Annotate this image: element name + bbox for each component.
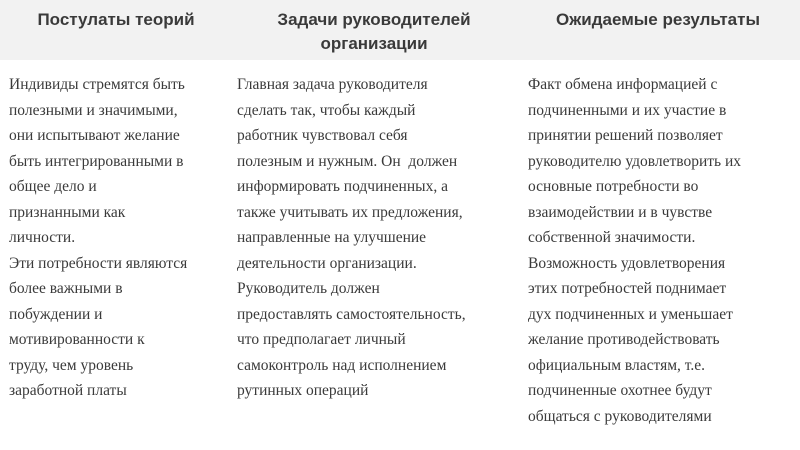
text-line: признанными как (9, 203, 126, 221)
text-line: желание противодействовать (528, 331, 720, 348)
text-line: личности. (9, 229, 76, 246)
text-line: Индивиды стремятся быть (9, 76, 185, 93)
text-line: самоконтроль над исполнением (237, 356, 447, 374)
text-line: рутинных операций (237, 382, 369, 399)
text-line: общее дело и (9, 178, 97, 195)
text-line: что предполагает личный (237, 331, 406, 348)
text-line: сделать так, чтобы каждый (237, 101, 416, 119)
text-line: Руководитель должен (237, 280, 380, 297)
text-line: этих потребностей поднимает (528, 280, 727, 297)
text-line: собственной значимости. (528, 229, 696, 246)
text-line: Главная задача руководителя (237, 76, 428, 93)
column-expected-results (528, 72, 796, 429)
header-expected-results: Ожидаемые результаты (556, 10, 760, 29)
text-line: общаться с руководителями (528, 407, 712, 425)
text-line: они испытывают желание (9, 127, 180, 144)
text-line: мотивированности к (9, 331, 145, 348)
table-header-row (0, 0, 800, 60)
header-theory-postulates: Постулаты теорий (37, 10, 195, 29)
text-line: Эти потребности являются (9, 254, 188, 272)
text-line: руководителю удовлетворить их (528, 152, 742, 170)
text-line: официальным властям, т.е. (528, 356, 705, 374)
text-line: полезными и значимыми, (9, 101, 178, 119)
text-line: предоставлять самостоятельность, (237, 305, 466, 323)
text-line: быть интегрированными в (9, 152, 184, 170)
text-line: работник чувствовал себя (237, 127, 408, 144)
header-manager-tasks: Задачи руководителей организации (277, 10, 471, 53)
text-line: Возможность удовлетворения (528, 254, 726, 272)
column-manager-tasks (237, 72, 512, 404)
text-line: деятельности организации. (237, 254, 417, 272)
text-line: также учитывать их предложения, (237, 203, 463, 221)
text-line: дух подчиненных и уменьшает (528, 305, 733, 323)
text-line: направленные на улучшение (237, 229, 427, 246)
column-theory-postulates (9, 72, 231, 404)
text-line: подчиненные охотнее будут (528, 382, 712, 399)
text-line: полезным и нужным. Он должен (237, 152, 458, 170)
text-line: побуждении и (9, 305, 103, 323)
text-line: более важными в (9, 280, 123, 297)
text-line: труду, чем уровень (9, 356, 134, 374)
text-line: Факт обмена информацией с (528, 76, 718, 93)
text-line: подчиненными и их участие в (528, 101, 727, 119)
text-line: принятии решений позволяет (528, 127, 723, 144)
text-line: информировать подчиненных, а (237, 178, 448, 195)
text-line: заработной платы (9, 382, 127, 399)
text-line: основные потребности во (528, 178, 699, 195)
text-line: взаимодействии и в чувстве (528, 203, 713, 221)
